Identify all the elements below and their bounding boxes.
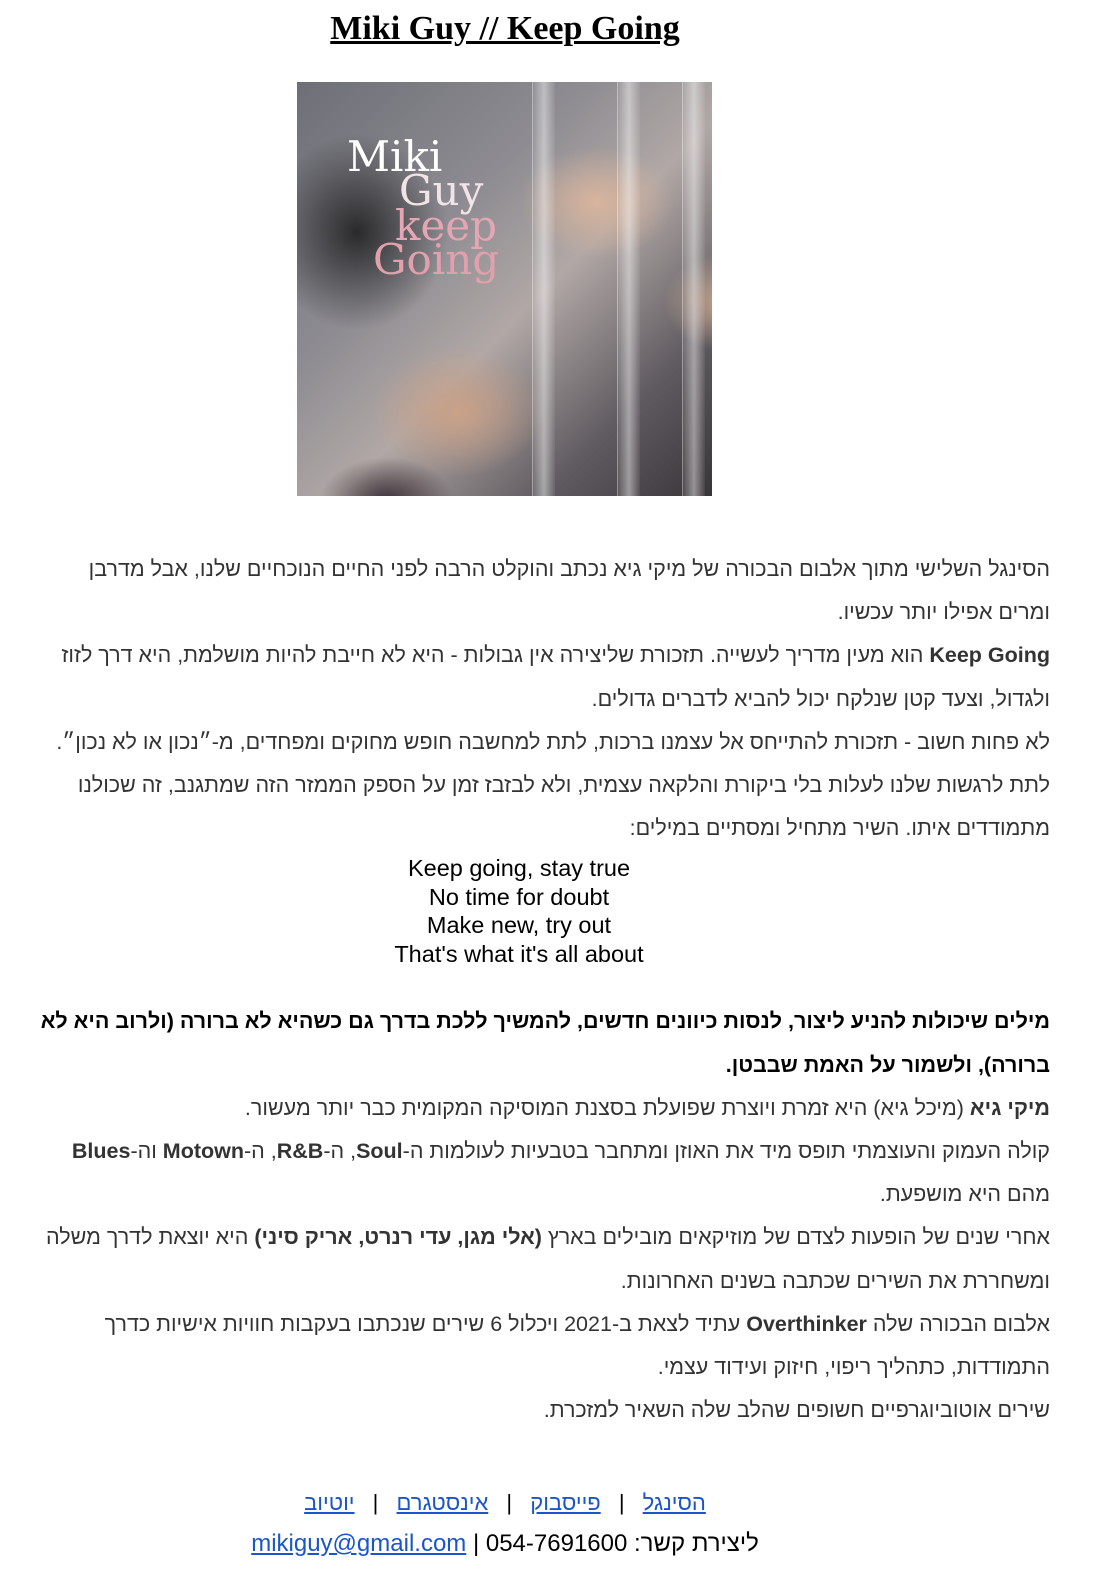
cover-text-keep: keep: [395, 200, 498, 250]
cover-text-guy: Guy: [399, 166, 484, 216]
lyric-line: That's what it's all about: [394, 940, 644, 967]
contact-separator: |: [466, 1530, 486, 1557]
genre-soul: Soul: [356, 1139, 403, 1164]
artist-name: מיקי גיא: [969, 1095, 1050, 1120]
spacer: [34, 968, 1050, 1000]
lyric-line: Make new, try out: [426, 912, 612, 939]
cover-text-miki: Miki: [347, 132, 443, 181]
album-title: Overthinker: [746, 1311, 867, 1336]
album-paragraph: אלבום הבכורה שלה Overthinker עתיד לצאת ב-2021 ויכלול 6 שירים שנכתבו בעקבות חוויות אישיות כדרך התמודדות, כתהליך ריפוי, חיזוק ועידוד עצמי.: [104, 1311, 1050, 1380]
cover-mirror-strip: [532, 82, 555, 496]
bio-paragraph: מיקי גיא (מיכל גיא) היא זמרת ויוצרת שפועלת בסצנת המוסיקה המקומית כבר יותר מעשור.: [244, 1095, 1050, 1120]
words-paragraph: מילים שיכולות להניע ליצור, לנסות כיוונים חדשים, להמשיך ללכת בדרך גם כשהיא לא ברורה (ולרוב היא לא ברורה), ולשמור על האמת שבבטן.: [40, 1009, 1050, 1077]
contact-label: ליצירת קשר:: [627, 1530, 759, 1557]
cover-mirror-strip: [682, 82, 705, 496]
lyric-line: Keep going, stay true: [407, 855, 631, 882]
cover-lettering: [347, 132, 500, 285]
intro-paragraph: הסינגל השלישי מתוך אלבום הבכורה של מיקי גיא נכתב והוקלט הרבה לפני החיים הנוכחיים שלנו, אבל מדרבן ומרים אפילו יותר עכשיו.: [88, 557, 1050, 625]
album-cover-image: [297, 82, 712, 496]
keep-going-paragraph: Keep Going הוא מעין מדריך לעשייה. תזכורת שליצירה אין גבולות - היא לא חייבת להיות מושלמת, היא דרך לזוז ולגדול, וצעד קטן שנלקח יכול להביא לדברים גדולים.: [61, 643, 1050, 711]
song-title: Keep Going: [929, 643, 1050, 668]
closing-paragraph: שירים אוטוביוגרפיים חשופים שהלב שלה השאיר למזכרת.: [543, 1398, 1050, 1423]
lyric-line: No time for doubt: [428, 883, 610, 910]
lyrics-block: [0, 854, 1050, 968]
facebook-link[interactable]: פייסבוק: [530, 1490, 601, 1515]
career-paragraph: אחרי שנים של הופעות לצדם של מוזיקאים מובילים בארץ (אלי מגן, עדי רנרט, אריק סיני) היא יוצאת לדרך משלה ומשחררת את השירים שכתבה בשנים האחרונות.: [46, 1225, 1050, 1293]
link-separator: |: [618, 1490, 625, 1515]
cover-text-going: Going: [373, 235, 500, 285]
reminder-paragraph: לא פחות חשוב - תזכורת להתייחס אל עצמנו ברכות, לתת למחשבה חופש מחוקים ומפחדים, מ-״נכון או לא נכון״. לתת לרגשות שלנו לעלות בלי ביקורת והלקאה עצמית, ולא לבזבז זמן על הספק הממזר הזה שמתגנב, זה שכולנו מתמודדים איתו. השיר מתחיל ומסתיים במילים:: [56, 729, 1050, 841]
genre-motown: Motown: [162, 1139, 244, 1164]
social-links: [0, 1490, 1010, 1516]
page-title: Miki Guy // Keep Going: [330, 10, 680, 47]
cover-mirror-strip: [617, 82, 640, 496]
press-release-body: [34, 548, 1050, 1432]
link-separator: |: [506, 1490, 513, 1515]
instagram-link[interactable]: אינסטגרם: [396, 1490, 489, 1515]
musician-names: (אלי מגן, עדי רנרט, אריק סיני): [254, 1225, 542, 1250]
link-separator: |: [372, 1490, 379, 1515]
voice-paragraph: קולה העמוק והעוצמתי תופס מיד את האוזן ומתחבר בטבעיות לעולמות ה-Soul, ה-R&B, ה-Motown וה-Blues מהם היא מושפעת.: [71, 1139, 1050, 1207]
youtube-link[interactable]: יוטיוב: [304, 1490, 355, 1515]
genre-blues: Blues: [71, 1139, 131, 1164]
genre-rnb: R&B: [276, 1139, 324, 1164]
phone-number: 054-7691600: [485, 1530, 628, 1557]
email-link[interactable]: mikiguy@gmail.com: [251, 1530, 467, 1557]
contact-line: [0, 1530, 1010, 1558]
single-link[interactable]: הסינגל: [642, 1490, 706, 1515]
